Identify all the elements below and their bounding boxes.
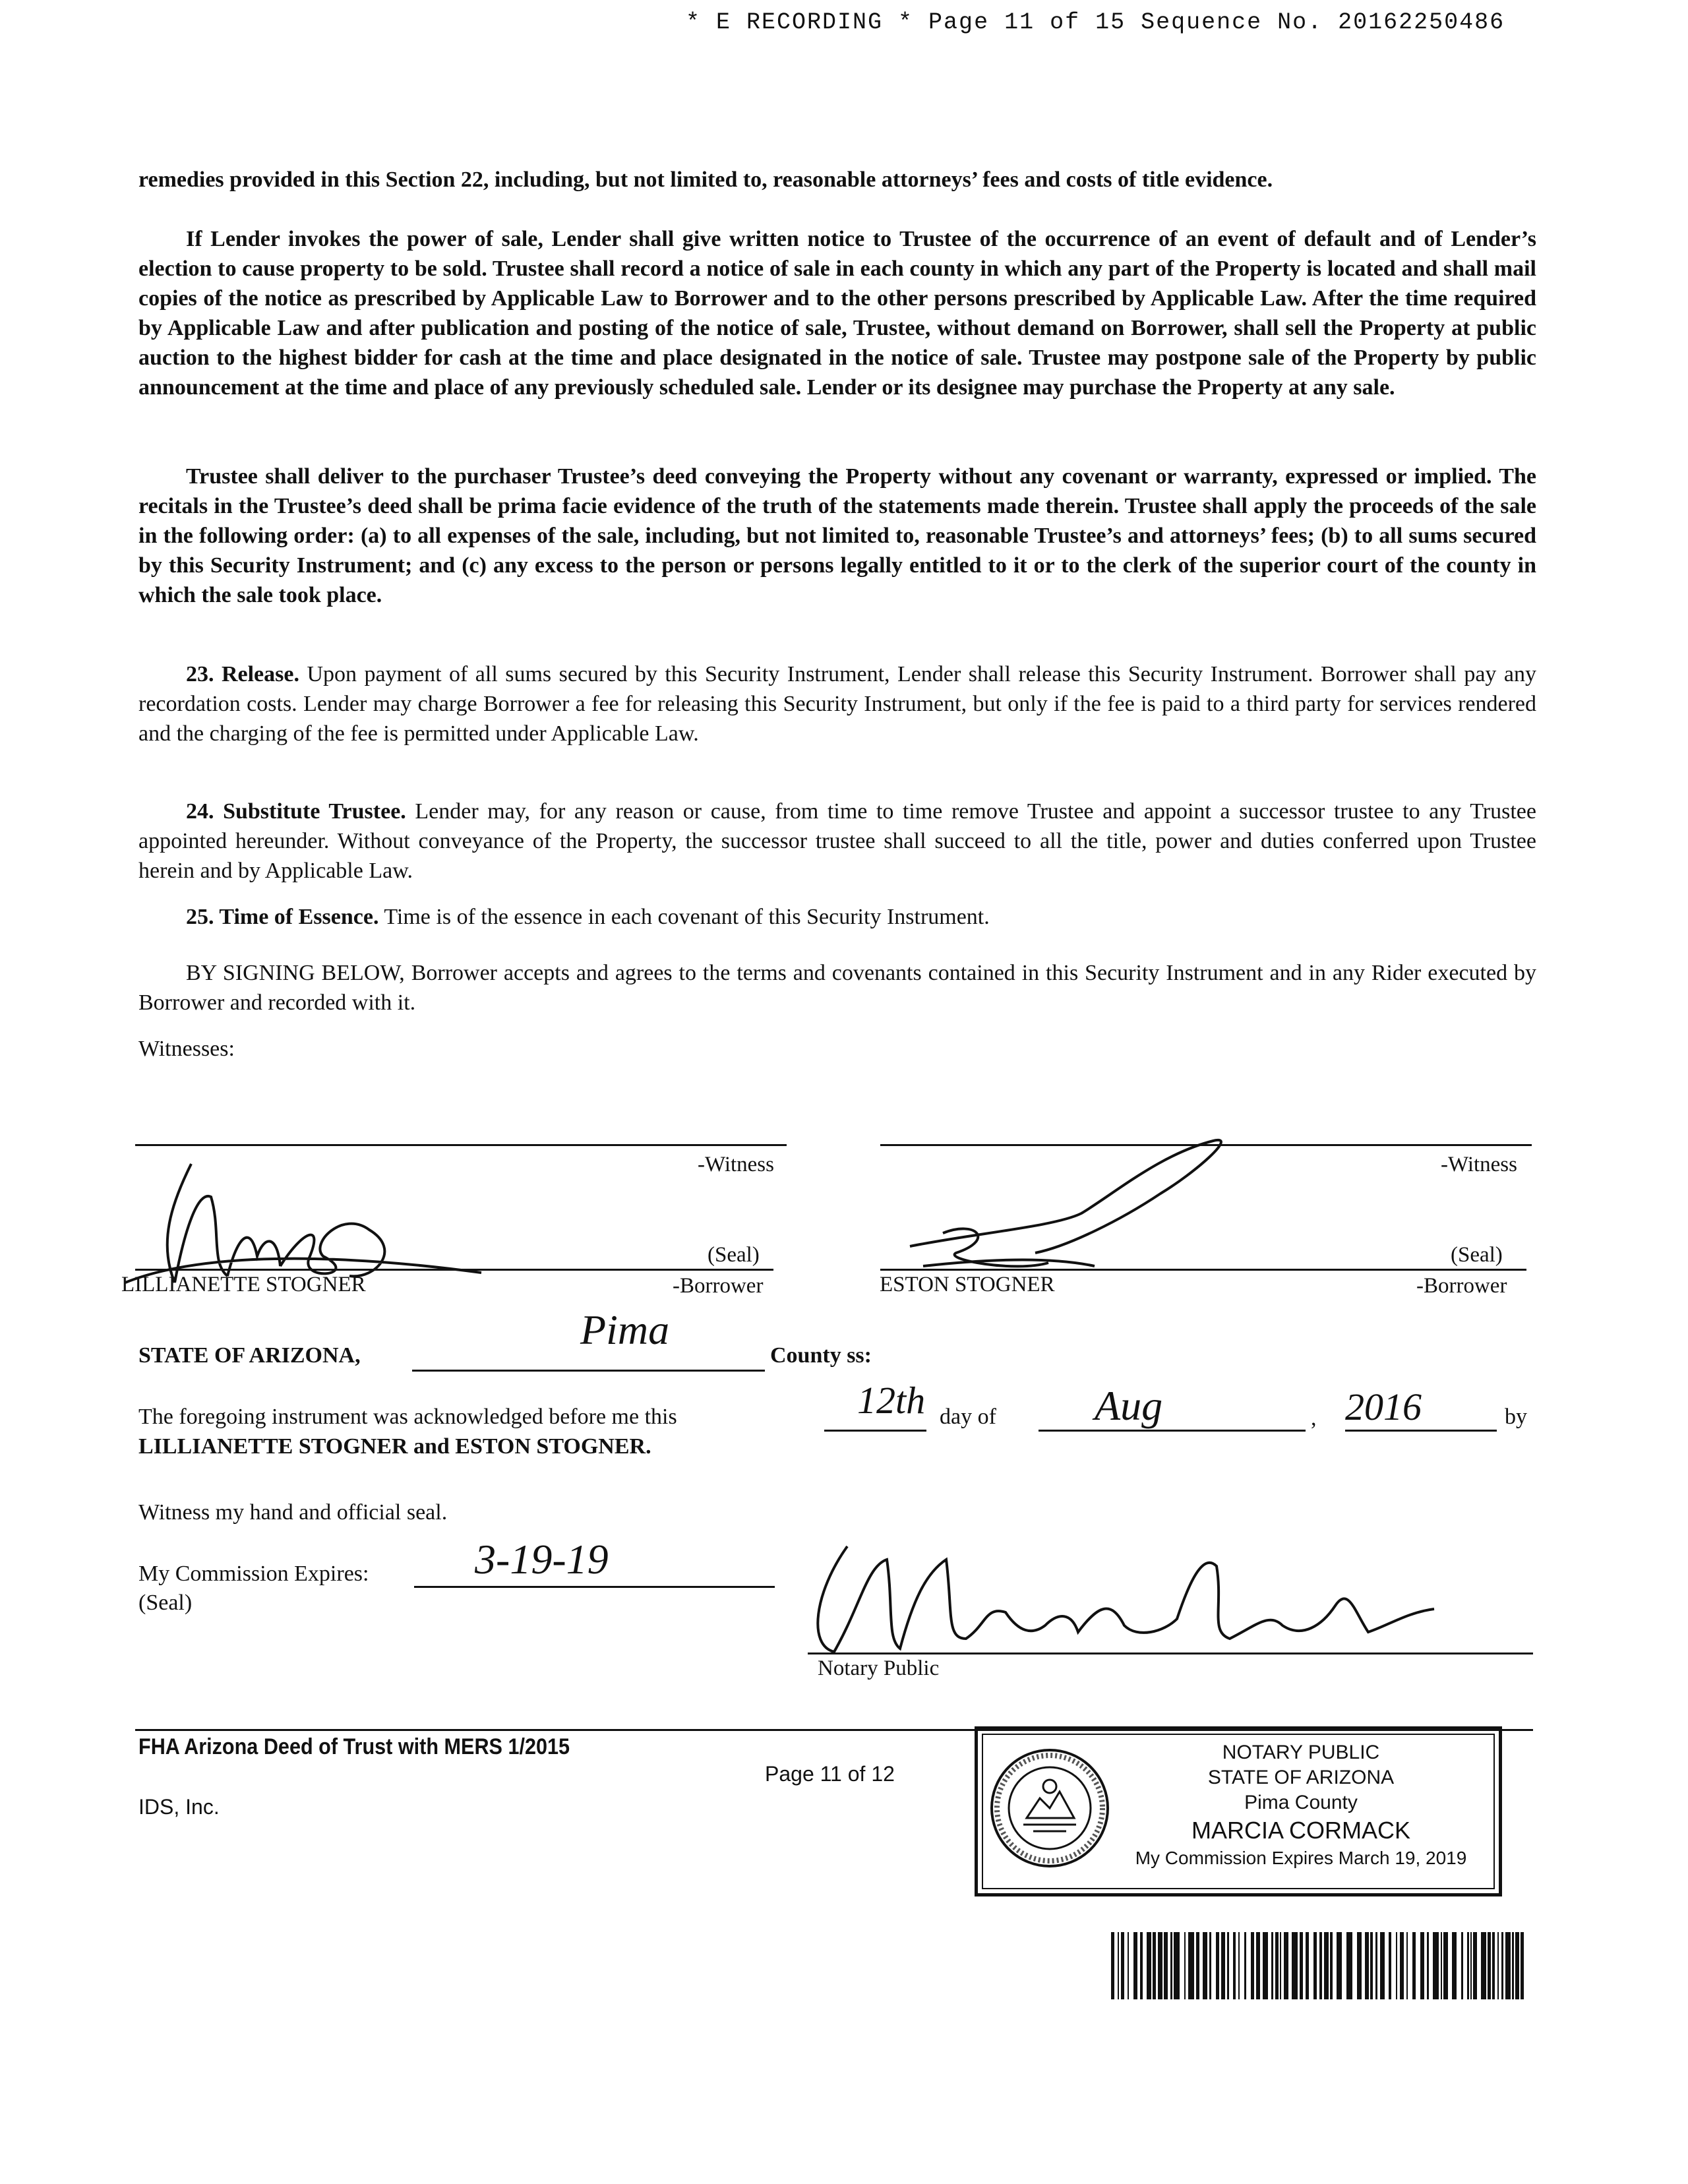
barcode-bar	[1497, 1932, 1499, 1999]
arizona-seal-icon	[987, 1745, 1112, 1871]
barcode-bar	[1389, 1932, 1391, 1999]
barcode-bar	[1227, 1932, 1229, 1999]
barcode-bar	[1412, 1932, 1416, 1999]
barcode-bar	[1461, 1932, 1463, 1999]
barcode-bar	[1221, 1932, 1225, 1999]
barcode-bar	[1275, 1932, 1279, 1999]
witness-hand-label: Witness my hand and official seal.	[138, 1500, 448, 1525]
section-25	[138, 902, 1536, 932]
borrower1-name: LILLIANETTE STOGNER	[121, 1273, 366, 1296]
seal-label-right: (Seal)	[1451, 1243, 1503, 1267]
stamp-notary-name: MARCIA CORMACK	[1191, 1817, 1411, 1844]
borrower-label-right: -Borrower	[1416, 1274, 1507, 1298]
barcode-bar	[1400, 1932, 1404, 1999]
day-line	[824, 1430, 926, 1432]
barcode-bar	[1306, 1932, 1309, 1999]
commission-seal-label: (Seal)	[138, 1591, 193, 1615]
barcode-bar	[1118, 1932, 1119, 1999]
barcode-bar	[1133, 1932, 1137, 1999]
barcode-bar	[1396, 1932, 1397, 1999]
barcode-bar	[1170, 1932, 1172, 1999]
borrower2-name: ESTON STOGNER	[880, 1273, 1055, 1296]
section-24	[138, 797, 1536, 886]
barcode-bar	[1346, 1932, 1352, 1999]
barcode-bar	[1292, 1932, 1298, 1999]
year-handwritten: 2016	[1345, 1385, 1422, 1428]
barcode-bar	[1441, 1932, 1442, 1999]
barcode-bar	[1174, 1932, 1180, 1999]
barcode-bar	[1188, 1932, 1194, 1999]
section-22-trustee-deed: Trustee shall deliver to the purchaser Trustee’s deed conveying the Property without any covenant or warranty, expressed or implied. The recitals in the Trustee’s deed shall be prima facie evidence of the truth of the statements made therein. Trustee shall apply the proceeds of the sale in the following order: (a) to all expenses of the sale, including, but not limited to, reasonable Trustee’s and attorneys’ fees; (b) to all sums secured by this Security Instrument; and (c) any excess to the person or persons legally entitled to it or to the clerk of the superior court of the county in which the sale took place.	[138, 464, 1536, 607]
county-line	[412, 1370, 765, 1372]
barcode-bar	[1111, 1932, 1114, 1999]
day-of-label: day of	[940, 1405, 996, 1429]
barcode-bar	[1452, 1932, 1457, 1999]
acknowledged-names: LILLIANETTE STOGNER and ESTON STOGNER.	[138, 1434, 651, 1459]
barcode-bar	[1196, 1932, 1199, 1999]
stamp-line-state: STATE OF ARIZONA	[1207, 1767, 1395, 1788]
form-title: FHA Arizona Deed of Trust with MERS 1/2015	[138, 1734, 570, 1759]
barcode-bar	[1521, 1932, 1524, 1999]
page-number: Page 11 of 12	[765, 1762, 895, 1786]
barcode-bar	[1184, 1932, 1186, 1999]
barcode-bar	[1271, 1932, 1273, 1999]
commission-label: My Commission Expires:	[138, 1562, 369, 1586]
barcode-bar	[1158, 1932, 1162, 1999]
barcode-bar	[1256, 1932, 1260, 1999]
borrower2-signature-line	[880, 1269, 1526, 1271]
barcode-bar	[1365, 1932, 1369, 1999]
date-comma: ,	[1311, 1406, 1317, 1430]
barcode-bar	[1370, 1932, 1373, 1999]
barcode-bar	[1244, 1932, 1246, 1999]
barcode-bar	[1357, 1932, 1362, 1999]
barcode-bar	[1140, 1932, 1143, 1999]
month-handwritten: Aug	[1095, 1382, 1163, 1429]
borrower-label-left: -Borrower	[673, 1274, 764, 1298]
barcode-bar	[1280, 1932, 1281, 1999]
barcode-bar	[1284, 1932, 1288, 1999]
barcode-bar	[1470, 1932, 1472, 1999]
barcode-bar	[1330, 1932, 1333, 1999]
stamp-text	[1123, 1740, 1479, 1871]
commission-handwritten: 3-19-19	[475, 1536, 609, 1583]
notary-signature-line	[808, 1653, 1533, 1654]
section-22-power-of-sale: If Lender invokes the power of sale, Lender shall give written notice to Trustee of the occurrence of an event of default and of Lender’s election to cause property to be sold. Trustee shall record a notice of sale in each county in which any part of the Property is located and shall mail copies of the notice as prescribed by Applicable Law to Borrower and to the other persons prescribed by Applicable Law. After the time required by Applicable Law and after publication and posting of the notice of sale, Trustee, without demand on Borrower, shall sell the Property at public auction to the highest bidder for cash at the time and place designated in the notice of sale. Trustee may postpone sale of the Property by public announcement at the time and place of any previously scheduled sale. Lender or its designee may purchase the Property at any sale.	[138, 227, 1536, 400]
barcode-bar	[1337, 1932, 1342, 1999]
stamp-line-county: Pima County	[1244, 1792, 1358, 1813]
barcode-bar	[1263, 1932, 1268, 1999]
barcode-bar	[1313, 1932, 1317, 1999]
borrower1-signature-line	[135, 1269, 773, 1271]
county-handwritten: Pima	[580, 1306, 670, 1353]
barcode-bar	[1209, 1932, 1211, 1999]
barcode-bar	[1153, 1932, 1156, 1999]
notary-public-label: Notary Public	[818, 1656, 940, 1680]
day-handwritten: 12th	[857, 1379, 926, 1422]
barcode-bar	[1164, 1932, 1168, 1999]
barcode-bar	[1488, 1932, 1491, 1999]
section-23	[138, 659, 1536, 748]
ack-text: The foregoing instrument was acknowledged before me this	[138, 1405, 677, 1429]
barcode-bar	[1515, 1932, 1519, 1999]
section-25-text: Time is of the essence in each covenant of this Security Instrument.	[378, 905, 990, 929]
by-label: by	[1505, 1405, 1527, 1429]
barcode-bar	[1324, 1932, 1329, 1999]
barcode-bar	[1216, 1932, 1219, 1999]
section-25-title: 25. Time of Essence.	[186, 905, 379, 929]
barcode-bar	[1128, 1932, 1129, 1999]
barcode-bar	[1481, 1932, 1486, 1999]
stamp-line-notary-public: NOTARY PUBLIC	[1222, 1742, 1380, 1763]
borrower2-signature	[884, 1128, 1253, 1292]
witness-label-right: -Witness	[1441, 1153, 1517, 1176]
barcode-bar	[1420, 1932, 1424, 1999]
county-label: County ss:	[770, 1343, 872, 1368]
section-24-title: 24. Substitute Trustee.	[186, 799, 406, 824]
barcode-bar	[1505, 1932, 1511, 1999]
barcode-bar	[1300, 1932, 1303, 1999]
barcode-bar	[1473, 1932, 1477, 1999]
barcode-bar	[1147, 1932, 1151, 1999]
witness-label-left: -Witness	[698, 1153, 774, 1176]
section-22-continuation: remedies provided in this Section 22, including, but not limited to, reasonable attorneys’ fees and costs of title evidence.	[138, 167, 1273, 192]
document-barcode	[1111, 1932, 1526, 1999]
stamp-expiration: My Commission Expires March 19, 2019	[1135, 1848, 1467, 1868]
recording-header: * E RECORDING * Page 11 of 15 Sequence No. 20162250486	[686, 9, 1505, 36]
barcode-bar	[1251, 1932, 1254, 1999]
barcode-bar	[1238, 1932, 1240, 1999]
section-23-title: 23. Release.	[186, 662, 299, 686]
barcode-bar	[1380, 1932, 1385, 1999]
witness-line-left	[135, 1144, 787, 1146]
barcode-bar	[1501, 1932, 1503, 1999]
barcode-bar	[1375, 1932, 1377, 1999]
barcode-bar	[1233, 1932, 1236, 1999]
barcode-bar	[1203, 1932, 1207, 1999]
seal-label-left: (Seal)	[708, 1243, 760, 1267]
barcode-bar	[1406, 1932, 1408, 1999]
month-line	[1039, 1430, 1306, 1432]
notary-stamp	[975, 1726, 1502, 1896]
barcode-bar	[1443, 1932, 1448, 1999]
barcode-bar	[1492, 1932, 1495, 1999]
barcode-bar	[1433, 1932, 1439, 1999]
company-name: IDS, Inc.	[138, 1795, 220, 1819]
signing-statement: BY SIGNING BELOW, Borrower accepts and agrees to the terms and covenants contained in this Security Instrument and in any Rider executed by Borrower and recorded with it.	[138, 961, 1536, 1015]
state-label: STATE OF ARIZONA,	[138, 1343, 361, 1368]
year-line	[1345, 1430, 1497, 1432]
barcode-bar	[1319, 1932, 1322, 1999]
barcode-bar	[1512, 1932, 1514, 1999]
notary-signature	[795, 1527, 1441, 1665]
barcode-bar	[1427, 1932, 1429, 1999]
barcode-bar	[1121, 1932, 1124, 1999]
section-23-text: Upon payment of all sums secured by this Security Instrument, Lender shall release this Security Instrument. Borrower shall pay any recordation costs. Lender may charge Borrower a fee for releasing this Security Instrument, but only if the fee is paid to a third party for services rendered and the charging of the fee is permitted under Applicable Law.	[138, 662, 1536, 746]
witnesses-label: Witnesses:	[138, 1037, 235, 1061]
commission-line	[414, 1586, 775, 1588]
barcode-bar	[1467, 1932, 1469, 1999]
section-24-text: Lender may, for any reason or cause, from time to time remove Trustee and appoint a successor trustee to any Trustee appointed hereunder. Without conveyance of the Property, the successor trustee shall succeed to all the title, power and duties conferred upon Trustee herein and by Applicable Law.	[138, 799, 1536, 883]
